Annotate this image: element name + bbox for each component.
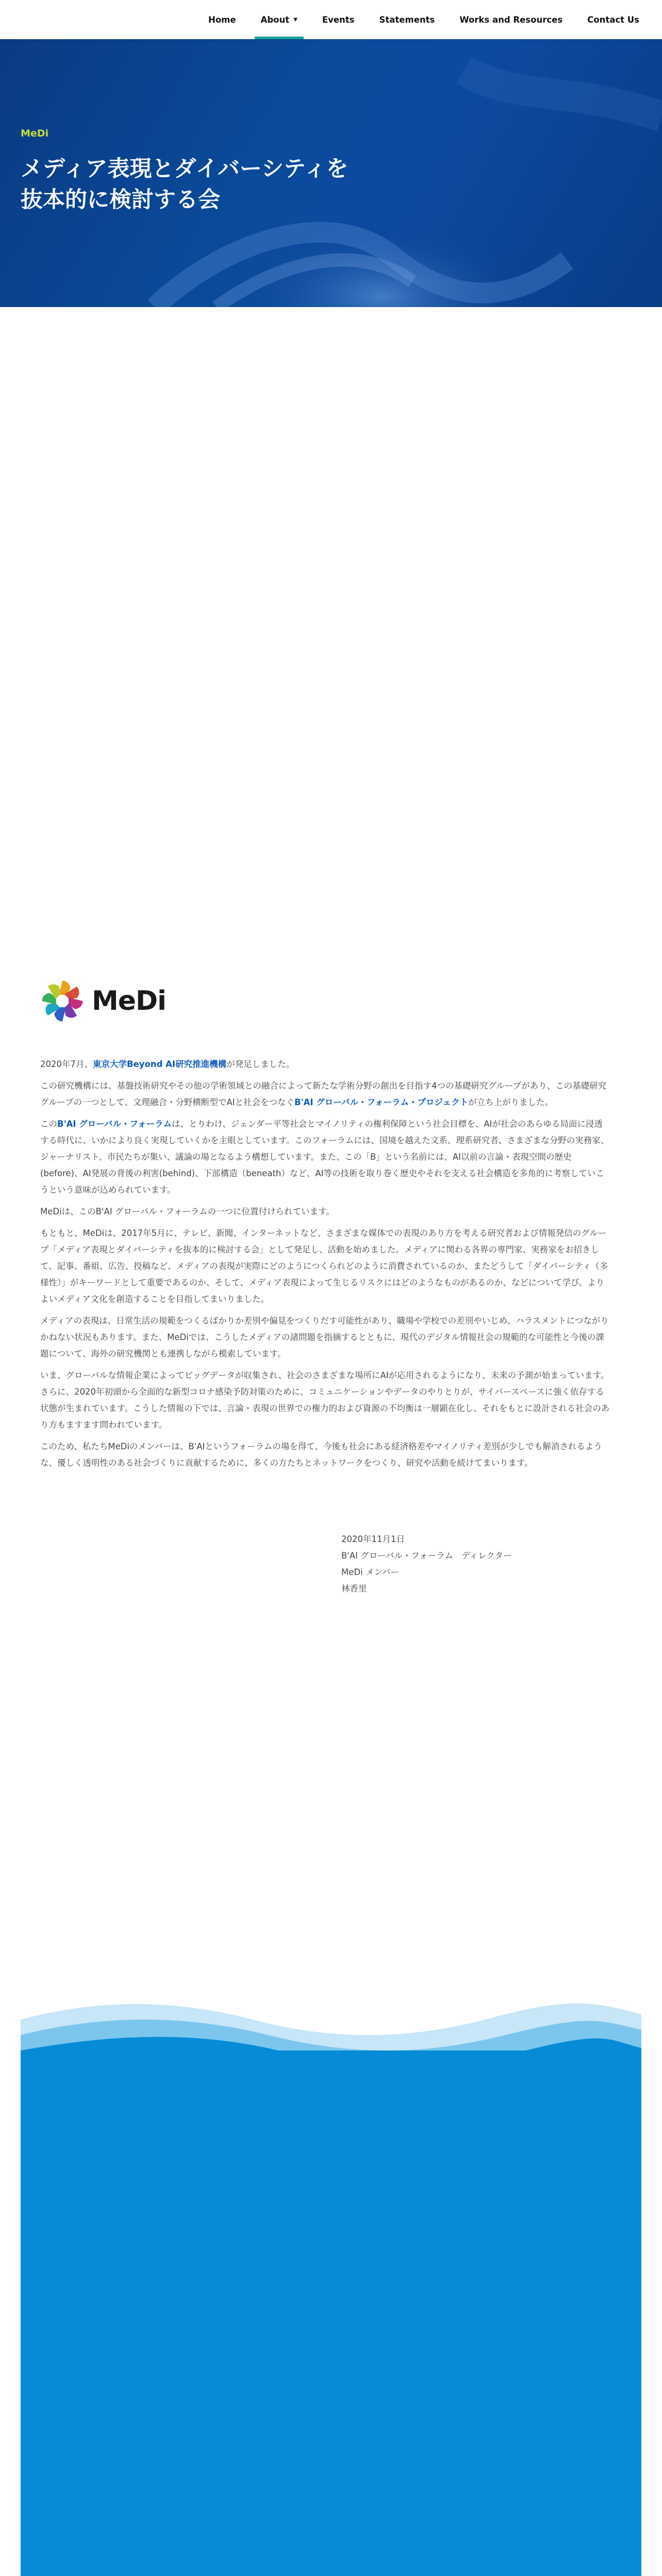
nav-item-statements[interactable] (379, 0, 435, 39)
signature-member: MeDi メンバー (341, 1567, 399, 1577)
top-navigation (0, 0, 662, 39)
medi-logo (40, 979, 166, 1023)
nav-item-about[interactable] (261, 0, 297, 39)
medi-flower-icon (40, 979, 85, 1023)
bai-forum-link[interactable]: B'AI グローバル・フォーラム (57, 1119, 172, 1129)
beyond-ai-link[interactable]: 東京大学Beyond AI研究推進機構 (93, 1059, 227, 1069)
logo-text: MeDi (92, 986, 167, 1016)
paragraph: このため、私たちMeDiのメンバーは、B'AIというフォーラムの場を得て、今後も社会にある経済格差やマイノリティ差別が少しでも解消されるような、優しく透明性のある社会づくりに貢献するために、多くの方たちとネットワークをつくり、研究や活動を続けてまいります。 (40, 1442, 602, 1468)
about-content (40, 1056, 610, 1477)
paragraph-text: は、とりわけ、ジェンダー平等社会とマイノリティの権利保障という社会目標を、AIが社会のあらゆる局面に浸透する時代に、いかにより良く実現していくかを主眼としています。このフォーラムには、国境を越えた文系、理系研究者、さまざまな分野の実務家、ジャーナリスト、市民たちが集い、議論の場となるよう構想しています。また、この「B」という名前には、AI以前の言論・表現空間の歴史(before)、AI発展の背後の利害(behind)、下部構造（beneath）など、AI等の技術を取り巻く歴史やそれを支える社会構造を多角的に考察していこうという意味が込められています。 (40, 1119, 609, 1195)
nav-label: Events (322, 14, 355, 25)
paragraph-text: が発足しました。 (226, 1059, 295, 1069)
signature-date: 2020年11月1日 (341, 1534, 405, 1544)
footer (21, 1999, 641, 2576)
signature-block (341, 1531, 511, 1597)
paragraph (40, 1078, 610, 1111)
paragraph-text: 2020年7月、 (40, 1059, 93, 1069)
signature-name: 林香里 (341, 1584, 367, 1594)
paragraph (40, 1116, 610, 1198)
nav-item-events[interactable] (322, 0, 355, 39)
hero-tag: MeDi (21, 128, 49, 139)
nav-label: Contact Us (587, 14, 639, 25)
nav-label: Statements (379, 14, 435, 25)
nav-label: Home (208, 14, 236, 25)
nav-label: Works and Resources (459, 14, 563, 25)
bai-project-link[interactable]: B'AI グローバル・フォーラム・プロジェクト (294, 1097, 469, 1107)
page-title: メディア表現とダイバーシティを 抜本的に検討する会 (21, 156, 349, 213)
nav-menu (196, 0, 652, 39)
nav-item-works-and-resources[interactable] (459, 0, 562, 39)
nav-label: About (260, 14, 290, 25)
paragraph (40, 1056, 610, 1073)
paragraph-text: が立ち上がりました。 (468, 1097, 554, 1107)
paragraph: もともと、MeDiは、2017年5月に、テレビ、新聞、インターネットなど、さまざまな媒体での表現のあり方を考える研究者および情報発信のグループ「メディア表現とダイバーシティを抜本的に検討する会」として発足し、活動を始めました。メディアに関わる各界の専門家、実務家をお招きして、記事、番組、広告、投稿など、メディアの表現が実際にどのようにつくられどのように消費されているのか、またどうして「ダイバーシティ（多様性）」がキーワードとして重要であるのか、そして、メディア表現によって生じるリスクにはどのようなものがあるのか、などについて学び、よりよいメディア文化を創造することを目指してまいりました。 (40, 1228, 608, 1304)
paragraph: MeDiは、このB'AI グローバル・フォーラムの一つに位置付けられています。 (40, 1207, 335, 1216)
hero-banner (0, 39, 662, 307)
paragraph-text: この (40, 1119, 57, 1129)
nav-item-contact-us[interactable] (587, 0, 639, 39)
nav-item-home[interactable] (208, 0, 236, 39)
footer-background (21, 2050, 641, 2576)
paragraph-text: この研究機構には、基盤技術研究やその他の学術領域との融合によって新たな学術分野の創出を目指す4つの基礎研究グループがあり、この基礎研究グループの一つとして、文理融合・分野横断型でAIと社会をつなぐ (40, 1081, 607, 1107)
chevron-down-icon: ▼ (293, 16, 297, 23)
paragraph: いま、グローバルな情報企業によってビッグデータが収集され、社会のさまざまな場所にAIが応用されるようになり、未来の予測が始まっています。さらに、2020年初頭から全面的な新型コロナ感染予防対策のために、コミュニケーションやデータのやりとりが、サイバースペースに強く依存する状態が生まれています。こうした情報の下では、言論・表現の世界での権力的および資源の不均衡は一層顕在化し、それをもとに設計される社会のあり方もますます問われています。 (40, 1370, 610, 1430)
signature-role: B'AI グローバル・フォーラム ディレクター (341, 1551, 512, 1561)
paragraph: メディアの表現は、日常生活の規範をつくるばかりか差別や偏見をつくりだす可能性があり、職場や学校での差別やいじめ、ハラスメントにつながりかねない状況もあります。また、MeDiでは、こうしたメディアの諸問題を指摘するとともに、現代のデジタル情報社会の規範的な可能性と今後の課題について、海外の研究機関とも連携しながら模索しています。 (40, 1316, 609, 1359)
